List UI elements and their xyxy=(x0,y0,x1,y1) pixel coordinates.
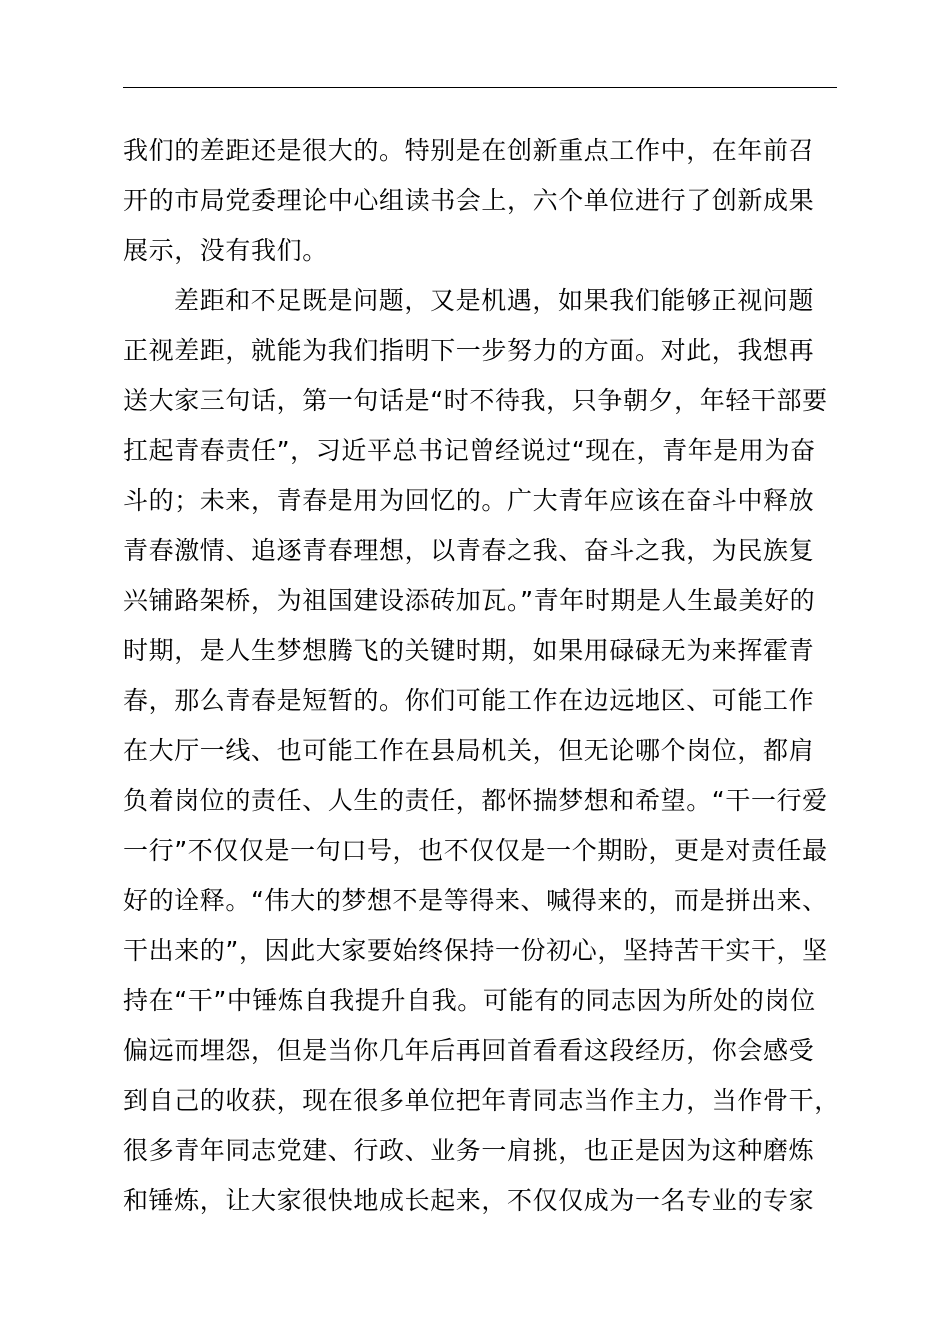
text-line: 负着岗位的责任、人生的责任，都怀揣梦想和希望。“干一行爱 xyxy=(123,786,828,815)
text-line: 持在“干”中锤炼自我提升自我。可能有的同志因为所处的岗位 xyxy=(123,986,816,1015)
text-line: 正视差距，就能为我们指明下一步努力的方面。对此，我想再 xyxy=(123,336,815,365)
text-line: 春，那么青春是短暂的。你们可能工作在边远地区、可能工作 xyxy=(123,686,815,715)
paragraph-first-line: 差距和不足既是问题，又是机遇，如果我们能够正视问题 xyxy=(174,286,815,315)
text-line: 干出来的”，因此大家要始终保持一份初心，坚持苦干实干，坚 xyxy=(123,936,828,965)
text-line: 很多青年同志党建、行政、业务一肩挑，也正是因为这种磨炼 xyxy=(123,1136,815,1165)
text-line: 青春激情、追逐青春理想，以青春之我、奋斗之我，为民族复 xyxy=(123,536,815,565)
body-text xyxy=(123,126,863,1226)
text-line: 我们的差距还是很大的。特别是在创新重点工作中，在年前召 xyxy=(123,136,815,165)
text-line: 时期，是人生梦想腾飞的关键时期，如果用碌碌无为来挥霍青 xyxy=(123,636,815,665)
text-line: 好的诠释。“伟大的梦想不是等得来、喊得来的，而是拼出来、 xyxy=(123,886,828,915)
text-line: 开的市局党委理论中心组读书会上，六个单位进行了创新成果 xyxy=(123,186,815,215)
text-line: 兴铺路架桥，为祖国建设添砖加瓦。”青年时期是人生最美好的 xyxy=(123,586,816,615)
text-line: 展示，没有我们。 xyxy=(123,236,328,265)
text-line: 到自己的收获，现在很多单位把年青同志当作主力，当作骨干， xyxy=(123,1086,840,1115)
text-line: 在大厅一线、也可能工作在县局机关，但无论哪个岗位，都肩 xyxy=(123,736,815,765)
text-line: 送大家三句话，第一句话是“时不待我，只争朝夕，年轻干部要 xyxy=(123,386,828,415)
text-line: 一行”不仅仅是一句口号，也不仅仅是一个期盼，更是对责任最 xyxy=(123,836,828,865)
text-line: 和锤炼，让大家很快地成长起来，不仅仅成为一名专业的专家 xyxy=(123,1186,815,1215)
text-line: 斗的；未来，青春是用为回忆的。广大青年应该在奋斗中释放 xyxy=(123,486,815,515)
text-line: 扛起青春责任”，习近平总书记曾经说过“现在，青年是用为奋 xyxy=(123,436,816,465)
header-rule xyxy=(123,87,837,88)
text-line: 偏远而埋怨，但是当你几年后再回首看看这段经历，你会感受 xyxy=(123,1036,815,1065)
